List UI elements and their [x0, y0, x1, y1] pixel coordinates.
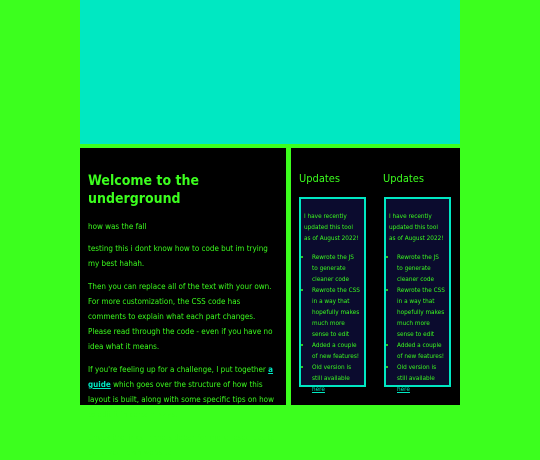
list-item-text: Old version is still available — [312, 363, 352, 382]
updates-intro: I have recently updated this tool as of August 2022! — [304, 212, 359, 242]
guide-link[interactable]: a guide — [88, 365, 274, 389]
list-item: • Rewrote the CSS in a way that hopefully makes much more sense to edit — [397, 285, 446, 340]
paragraph-customization: Then you can replace all of the text with your own. For more customization, the CSS code has comments to explain what each part changes. Please read through the code - even if you have no idea what it means. — [88, 282, 273, 351]
old-version-link[interactable]: here — [312, 385, 325, 393]
page-subtitle: how was the fall — [88, 222, 147, 231]
list-item — [312, 362, 361, 395]
sidebar-column-left — [299, 148, 379, 186]
next-heading-cutoff: ▁▁▁▁ — [383, 400, 414, 413]
next-heading-cutoff: ▁▁▁▁ — [299, 400, 330, 413]
updates-heading: Updates — [299, 172, 341, 185]
header-banner — [80, 0, 460, 144]
updates-intro: I have recently updated this tool as of August 2022! — [389, 212, 444, 242]
sidebar-column-right — [383, 148, 463, 186]
updates-list — [304, 252, 361, 395]
list-item: • Added a couple of new features! — [312, 340, 361, 362]
list-item: • Rewrote the JS to generate cleaner code — [397, 252, 446, 285]
list-item: • Rewrote the CSS in a way that hopefully makes much more sense to edit — [312, 285, 361, 340]
list-item-text: Old version is still available — [397, 363, 437, 382]
updates-box — [384, 197, 451, 393]
paragraph-guide-text-start: If you're feeling up for a challenge, I put together — [88, 365, 269, 374]
main-content — [80, 148, 286, 457]
paragraph-resources: Check the links in the sidebar for more resources to build your own website! — [88, 433, 275, 457]
list-item — [397, 362, 446, 395]
updates-list — [389, 252, 446, 395]
list-item: • Rewrote the JS to generate cleaner code — [312, 252, 361, 285]
updates-heading: Updates — [383, 172, 425, 185]
updates-box — [299, 197, 366, 393]
sidebar — [291, 148, 460, 413]
paragraph-guide — [88, 362, 278, 422]
old-version-link[interactable]: here — [397, 385, 410, 393]
paragraph-intro: testing this i dont know how to code but im trying my best hahah. — [88, 244, 268, 268]
page-title: Welcome to the underground — [88, 173, 200, 207]
list-item: • Added a couple of new features! — [397, 340, 446, 362]
paragraph-guide-text-end: which goes over the structure of how this layout is built, along with some specific tips on how to edit it in certain ways. — [88, 380, 274, 419]
